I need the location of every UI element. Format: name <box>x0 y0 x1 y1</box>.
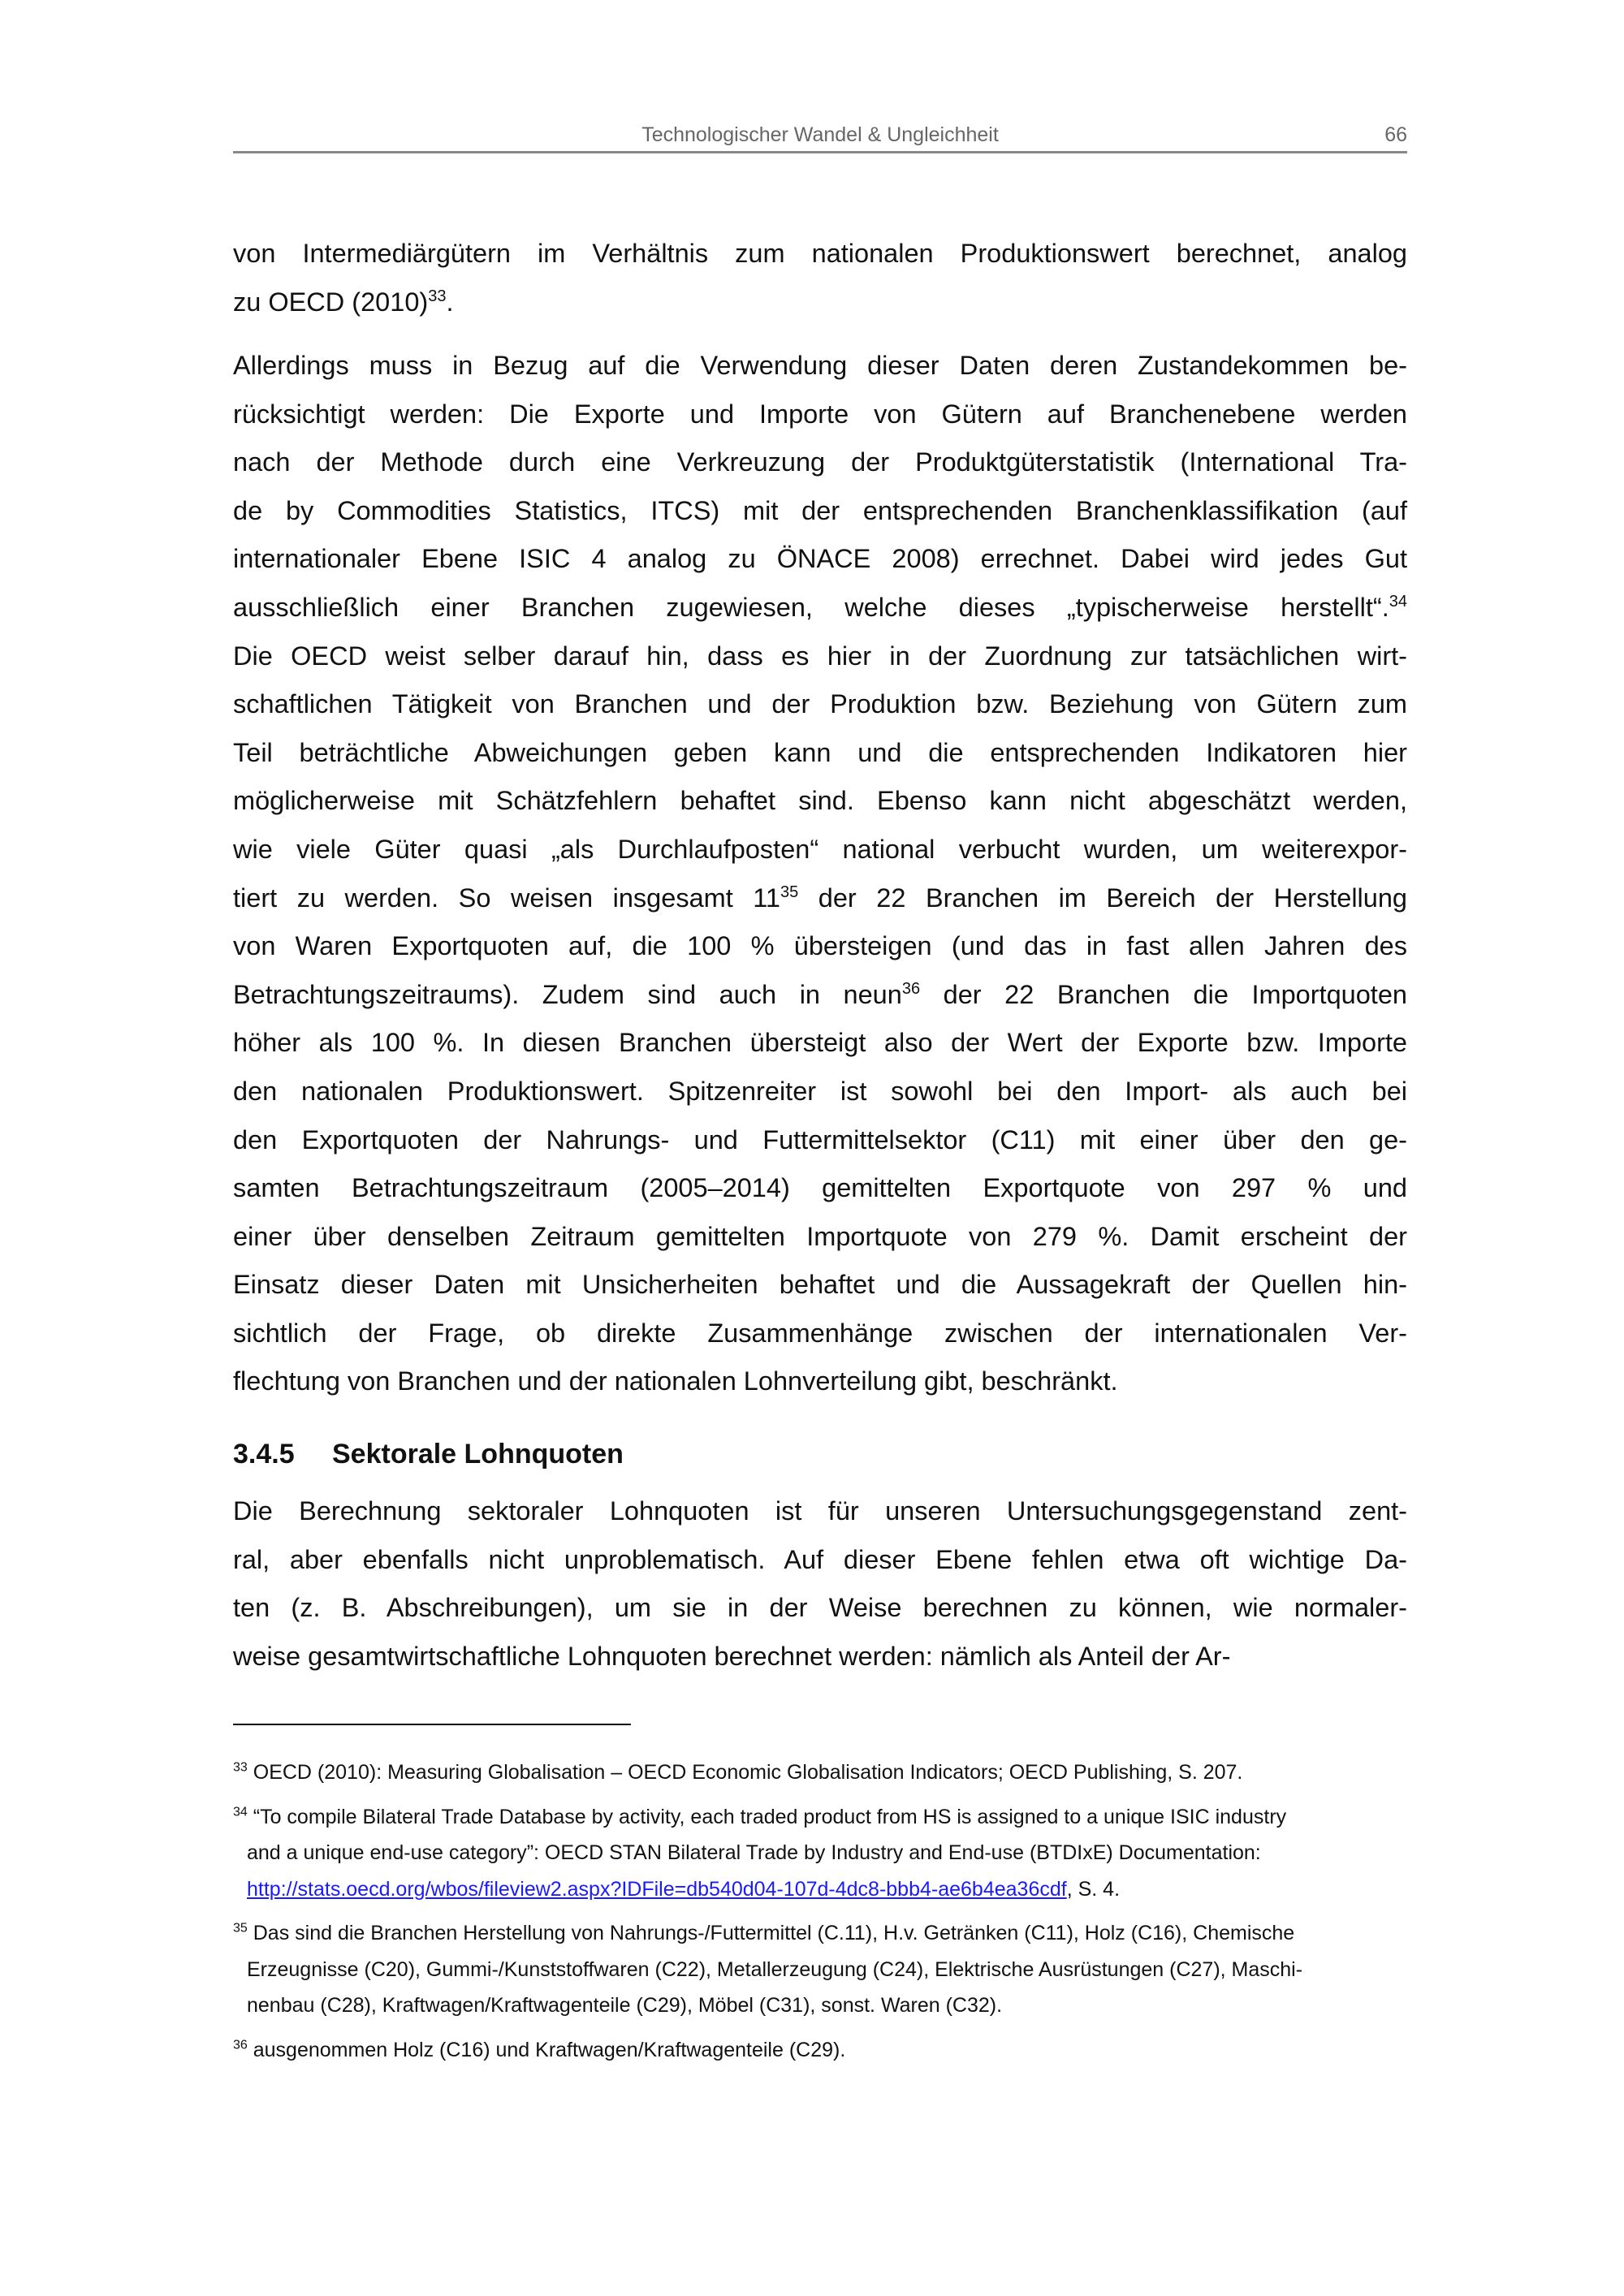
section-heading <box>233 1439 624 1470</box>
line-text: Teil beträchtliche Abweichungen geben kann und die entsprechenden Indikatoren hier <box>233 737 1407 767</box>
footnote-number: 34 <box>233 1805 248 1819</box>
footnote-line <box>233 1754 1407 1791</box>
footnote-line <box>233 1952 1407 1988</box>
footnote-text: and a unique end-use category”: OECD STAN Bilateral Trade by Industry and End-use (BTDIxE) Documentation: <box>247 1841 1261 1864</box>
footnote-text: “To compile Bilateral Trade Database by activity, each traded product from HS is assigned to a unique ISIC industry <box>253 1805 1287 1828</box>
text-line <box>233 1261 1407 1310</box>
line-text: höher als 100 %. In diesen Branchen übersteigt also der Wert der Exporte bzw. Importe <box>233 1028 1407 1058</box>
footnote-number: 35 <box>233 1921 248 1936</box>
text-line <box>233 391 1407 439</box>
text-line <box>233 1068 1407 1116</box>
footnote-ref: 36 <box>901 979 921 998</box>
line-text: flechtung von Branchen und der nationalen Lohnverteilung gibt, beschränkt. <box>233 1366 1118 1396</box>
text-line <box>233 1536 1407 1585</box>
line-text: ral, aber ebenfalls nicht unproblematisch. Auf dieser Ebene fehlen etwa oft wichtige Da- <box>233 1544 1407 1574</box>
line-text: der 22 Branchen im Bereich der Herstellung <box>798 883 1407 913</box>
text-line <box>233 1116 1407 1165</box>
line-text: von Intermediärgütern im Verhältnis zum nationalen Produktionswert berechnet, analog <box>233 239 1407 268</box>
footnote-link[interactable]: http://stats.oecd.org/wbos/fileview2.aspx?IDFile=db540d04-107d-4dc8-bbb4-ae6b4ea36cdf <box>247 1877 1067 1901</box>
line-text: internationaler Ebene ISIC 4 analog zu ÖNACE 2008) errechnet. Dabei wird jedes Gut <box>233 544 1407 574</box>
text-line <box>233 487 1407 536</box>
line-text: möglicherweise mit Schätzfehlern behaftet sind. Ebenso kann nicht abgeschätzt werden, <box>233 786 1407 816</box>
line-text: den Exportquoten der Nahrungs- und Futtermittelsektor (C11) mit einer über den ge- <box>233 1124 1407 1154</box>
text-line <box>233 1164 1407 1213</box>
text-line <box>233 1019 1407 1068</box>
line-text: rücksichtigt werden: Die Exporte und Importe von Gütern auf Branchenebene werden <box>233 399 1407 429</box>
footnote-line <box>233 1799 1407 1836</box>
line-text: tiert zu werden. So weisen insgesamt 11 <box>233 883 781 913</box>
line-text: Einsatz dieser Daten mit Unsicherheiten behaftet und die Aussagekraft der Quellen hin- <box>233 1270 1407 1300</box>
line-text: de by Commodities Statistics, ITCS) mit der entsprechenden Branchenklassifikation (auf <box>233 495 1407 525</box>
section-title: Sektorale Lohnquoten <box>332 1439 624 1470</box>
text-line <box>233 680 1407 729</box>
running-header <box>233 123 1407 151</box>
paragraph-2 <box>233 342 1407 1406</box>
footnote-text: nenbau (C28), Kraftwagen/Kraftwagenteile (C29), Möbel (C31), sonst. Waren (C32). <box>247 1994 1003 2017</box>
text-line <box>233 1213 1407 1262</box>
footnote-ref: 35 <box>780 883 799 901</box>
footnote-line <box>233 2032 1407 2069</box>
line-text: den nationalen Produktionswert. Spitzenreiter ist sowohl bei den Import- als auch bei <box>233 1076 1407 1106</box>
paragraph-3 <box>233 1487 1407 1681</box>
text-line <box>233 438 1407 487</box>
footnote-line <box>233 1915 1407 1952</box>
footnote-number: 33 <box>233 1760 248 1775</box>
footnotes <box>233 1754 1407 2076</box>
page-number: 66 <box>1384 123 1407 146</box>
text-line <box>233 1310 1407 1358</box>
text-line <box>233 826 1407 874</box>
footnote-line <box>233 1835 1407 1871</box>
line-text: sichtlich der Frage, ob direkte Zusammenhänge zwischen der internationalen Ver- <box>233 1318 1407 1348</box>
line-text: der 22 Branchen die Importquoten <box>920 979 1407 1009</box>
line-text: einer über denselben Zeitraum gemittelten Importquote von 279 %. Damit erscheint der <box>233 1221 1407 1251</box>
paragraph-1 <box>233 230 1407 326</box>
text-line <box>233 230 1407 278</box>
line-text: Allerdings muss in Bezug auf die Verwendung dieser Daten deren Zustandekommen be- <box>233 351 1407 380</box>
footnote-separator <box>233 1724 631 1725</box>
header-rule <box>233 151 1407 153</box>
footnote-text: Erzeugnisse (C20), Gummi-/Kunststoffwaren (C22), Metallerzeugung (C24), Elektrische Ausrüstungen (C27), Maschi- <box>247 1957 1303 1981</box>
line-text: zu OECD (2010) <box>233 287 429 317</box>
text-line <box>233 1633 1407 1681</box>
text-line <box>233 342 1407 391</box>
text-line <box>233 584 1407 632</box>
text-line <box>233 729 1407 778</box>
footnote-ref: 33 <box>428 287 447 305</box>
footnote-text: OECD (2010): Measuring Globalisation – OECD Economic Globalisation Indicators; OECD Publishing, S. 207. <box>253 1761 1243 1784</box>
footnote <box>233 1754 1407 1791</box>
footnote-ref: 34 <box>1389 593 1407 611</box>
line-text: . <box>446 287 454 317</box>
footnote <box>233 1799 1407 1908</box>
text-line <box>233 874 1407 923</box>
header-title: Technologischer Wandel & Ungleichheit <box>641 123 999 146</box>
line-text: wie viele Güter quasi „als Durchlaufposten“ national verbucht wurden, um weiterexpor- <box>233 834 1407 864</box>
line-text: Die OECD weist selber darauf hin, dass es hier in der Zuordnung zur tatsächlichen wirt- <box>233 641 1407 671</box>
line-text: ten (z. B. Abschreibungen), um sie in der Weise berechnen zu können, wie normaler- <box>233 1593 1407 1623</box>
footnote-line <box>233 1987 1407 2024</box>
line-text: samten Betrachtungszeitraum (2005–2014) gemittelten Exportquote von 297 % und <box>233 1173 1407 1203</box>
footnote-text: ausgenommen Holz (C16) und Kraftwagen/Kraftwagenteile (C29). <box>253 2038 846 2061</box>
text-line <box>233 777 1407 826</box>
line-text: von Waren Exportquoten auf, die 100 % übersteigen (und das in fast allen Jahren des <box>233 931 1407 961</box>
line-text: Betrachtungszeitraums). Zudem sind auch in neun <box>233 979 902 1009</box>
text-line <box>233 1487 1407 1536</box>
line-text: schaftlichen Tätigkeit von Branchen und der Produktion bzw. Beziehung von Gütern zum <box>233 689 1407 719</box>
line-text: ausschließlich einer Branchen zugewiesen, welche dieses „typischerweise herstellt“. <box>233 592 1389 622</box>
footnote-text: , S. 4. <box>1066 1877 1121 1901</box>
line-text: Die Berechnung sektoraler Lohnquoten ist für unseren Untersuchungsgegenstand zent- <box>233 1496 1407 1526</box>
footnote <box>233 1915 1407 2024</box>
line-text: nach der Methode durch eine Verkreuzung der Produktgüterstatistik (International Tra- <box>233 447 1407 477</box>
footnote <box>233 2032 1407 2069</box>
line-text: weise gesamtwirtschaftliche Lohnquoten berechnet werden: nämlich als Anteil der Ar- <box>233 1641 1231 1671</box>
text-line <box>233 535 1407 584</box>
footnote-line <box>233 1871 1407 1908</box>
text-line <box>233 1357 1407 1406</box>
footnote-number: 36 <box>233 2038 248 2052</box>
footnote-text: Das sind die Branchen Herstellung von Nahrungs-/Futtermittel (C.11), H.v. Getränken (C11), Holz (C16), Chemische <box>253 1922 1295 1944</box>
section-number: 3.4.5 <box>233 1439 295 1470</box>
text-line <box>233 971 1407 1020</box>
text-line <box>233 278 1407 327</box>
text-line <box>233 922 1407 971</box>
text-line <box>233 632 1407 681</box>
text-line <box>233 1584 1407 1633</box>
